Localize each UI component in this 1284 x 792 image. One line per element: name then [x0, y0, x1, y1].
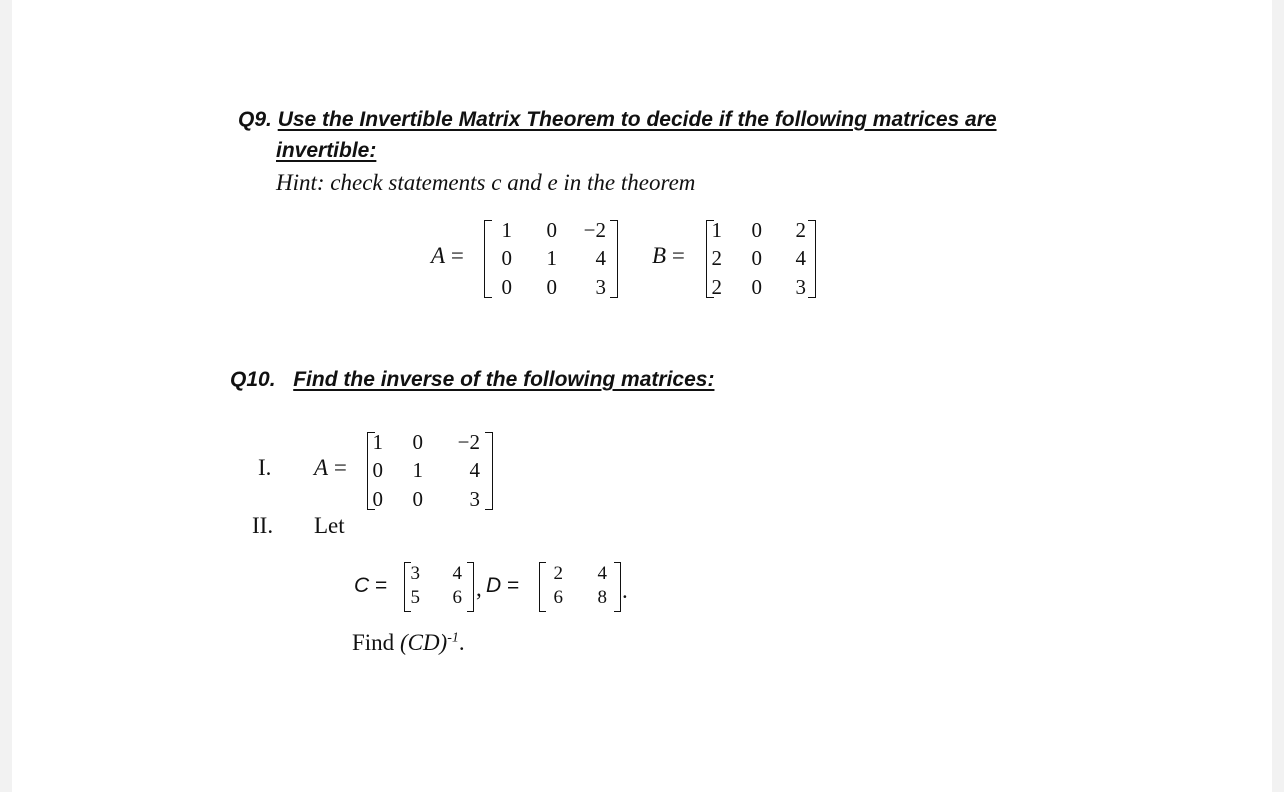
matrix-cell: −2 [583, 218, 606, 242]
q9-hint: Hint: check statements c and e in the theorem [276, 170, 696, 195]
matrix-cell: 1 [711, 218, 722, 242]
matrix-cell: 3 [795, 275, 806, 299]
matrix-cell: 3 [595, 275, 606, 299]
part-1-numeral: I. [258, 455, 272, 480]
right-bracket [610, 220, 618, 298]
matrix-cell: 2 [711, 275, 722, 299]
matrix-d-period: . [622, 578, 628, 603]
matrix-cell: 5 [410, 587, 420, 608]
matrix-cell: 0 [751, 218, 762, 242]
matrix-cell: −2 [457, 430, 480, 454]
matrix-cell: 3 [469, 487, 480, 511]
matrix-cell: 0 [412, 487, 423, 511]
part-2-numeral: II. [252, 513, 274, 538]
matrix-cell: 4 [795, 246, 806, 270]
q9-matrix-b-label: B = [652, 243, 685, 268]
q9-matrix-b [706, 220, 816, 298]
q10-title: Find the inverse of the following matrices: [293, 368, 715, 391]
matrix-cell: 0 [751, 275, 762, 299]
q9-title-line2: invertible: [276, 139, 377, 162]
right-bracket [485, 432, 493, 510]
part-1-matrix-a [367, 432, 493, 510]
matrix-cell: 0 [412, 430, 423, 454]
matrix-cell: 0 [372, 458, 383, 482]
q9-title-line2-wrap [276, 139, 376, 163]
matrix-cell: 1 [372, 430, 383, 454]
q9-matrix-a [484, 220, 618, 298]
matrix-cell: 4 [452, 563, 462, 584]
q9-heading [238, 108, 997, 132]
matrix-cell: 4 [595, 246, 606, 270]
matrix-cell: 6 [553, 587, 563, 608]
matrix-cell: 0 [501, 246, 512, 270]
matrix-cell: 0 [546, 218, 557, 242]
part-1-matrix-label: A = [314, 455, 347, 480]
matrix-cell: 8 [597, 587, 607, 608]
part-2-let: Let [314, 513, 345, 538]
find-instruction: Find (CD)$^{-1}$. [352, 630, 465, 655]
matrix-cell: 6 [452, 587, 462, 608]
q9-number: Q9. [238, 108, 272, 131]
matrix-cell: 0 [751, 246, 762, 270]
right-bracket [467, 562, 474, 612]
right-bracket [614, 562, 621, 612]
matrix-d-label: D = [486, 574, 520, 597]
matrix-cell: 1 [412, 458, 423, 482]
matrix-c-separator: , [476, 576, 482, 601]
matrix-cell: 2 [795, 218, 806, 242]
matrix-c [404, 562, 474, 612]
matrix-cell: 0 [372, 487, 383, 511]
q9-matrix-a-label: A = [431, 243, 464, 268]
matrix-cell: 1 [546, 246, 557, 270]
matrix-cell: 0 [501, 275, 512, 299]
matrix-cell: 4 [597, 563, 607, 584]
right-bracket [808, 220, 816, 298]
document-page [12, 0, 1272, 792]
q10-number: Q10. [230, 368, 276, 391]
q9-title-line1: Use the Invertible Matrix Theorem to decide if the following matrices are [277, 108, 997, 131]
matrix-c-label: C = [354, 574, 388, 597]
matrix-cell: 0 [546, 275, 557, 299]
matrix-cell: 2 [553, 563, 563, 584]
matrix-d [539, 562, 621, 612]
matrix-cell: 2 [711, 246, 722, 270]
matrix-cell: 1 [501, 218, 512, 242]
matrix-cell: 3 [410, 563, 420, 584]
q10-heading [230, 368, 714, 392]
matrix-cell: 4 [469, 458, 480, 482]
